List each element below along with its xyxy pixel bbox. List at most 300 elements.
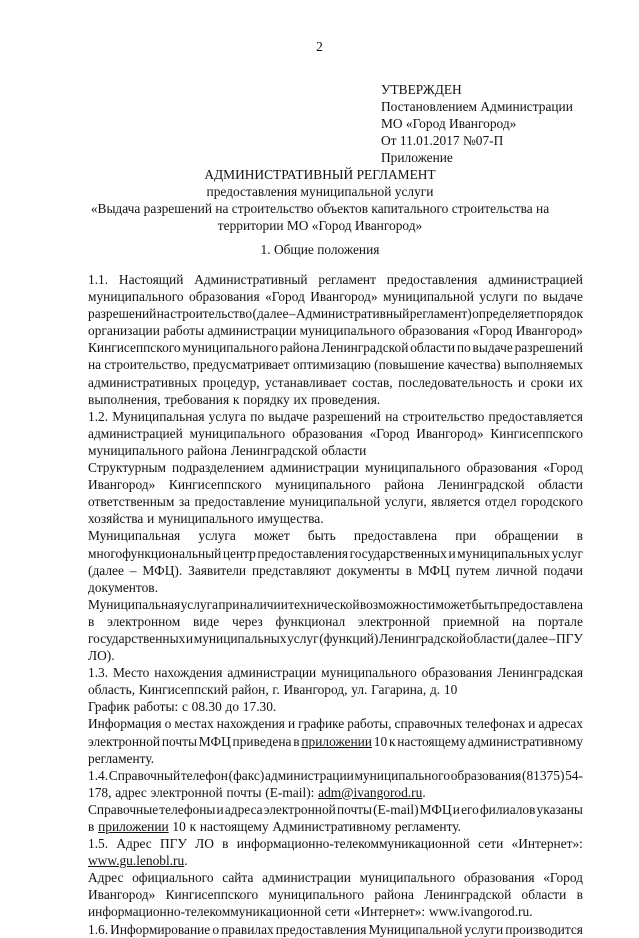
word: правилах xyxy=(221,921,274,937)
body-line xyxy=(88,322,583,339)
word: городского xyxy=(520,494,583,510)
body-line xyxy=(88,374,583,391)
word: регламент xyxy=(318,272,376,287)
approval-stamp-block xyxy=(381,81,631,166)
word: виде xyxy=(192,613,220,629)
word: администрации xyxy=(227,665,317,681)
body-line xyxy=(88,852,583,869)
word: с xyxy=(181,699,188,715)
word: его xyxy=(461,801,479,817)
word: порядку xyxy=(243,391,290,407)
word: электронной xyxy=(357,613,430,629)
word: «Интернет»: xyxy=(353,904,426,920)
word: требования xyxy=(164,391,230,407)
word: муниципального xyxy=(88,442,184,458)
word: регламенту. xyxy=(88,750,155,766)
word: официального xyxy=(132,870,214,886)
word: области xyxy=(466,630,512,646)
word: разрешений xyxy=(312,408,382,424)
word: почты xyxy=(161,733,197,749)
word: администрации xyxy=(264,767,354,783)
link-text[interactable]: приложении xyxy=(301,733,372,749)
body-line xyxy=(88,698,583,715)
word: МФЦ). xyxy=(142,562,183,578)
word: Муниципальная xyxy=(112,408,205,424)
word: области xyxy=(538,477,583,493)
word: административному xyxy=(467,733,583,749)
word: определяет xyxy=(472,306,536,322)
word: Ленинградской xyxy=(379,630,467,646)
word: Гагарина, xyxy=(371,682,427,698)
word: филиалов xyxy=(480,801,536,817)
word: строительство, xyxy=(104,357,190,373)
word: 1.5. xyxy=(88,836,109,852)
word: и xyxy=(147,511,155,527)
word: образования xyxy=(398,323,470,339)
word: образования xyxy=(421,665,493,681)
word: и xyxy=(528,716,536,732)
word: д. xyxy=(429,682,441,698)
word: к xyxy=(232,391,240,407)
word: ЛО xyxy=(195,836,214,852)
word: регламент) xyxy=(409,306,472,322)
word: ПГУ xyxy=(555,630,583,646)
body-line xyxy=(88,750,583,767)
approval-line: УТВЕРЖДЕН xyxy=(381,82,462,97)
word: информационно-телекоммуникационной xyxy=(88,904,322,920)
word: область, xyxy=(88,682,136,698)
word: в xyxy=(576,887,583,903)
word: является xyxy=(431,494,481,510)
word: муниципального xyxy=(354,767,451,783)
approval-line: Постановлением Администрации xyxy=(381,99,573,115)
word: администрации xyxy=(207,323,297,339)
word: быть xyxy=(307,528,336,544)
word: Муниципальная xyxy=(88,528,181,544)
word: подразделением xyxy=(172,460,265,476)
word: (факс) xyxy=(228,767,265,783)
word: организации xyxy=(88,323,160,339)
word: – xyxy=(129,562,137,578)
word: и xyxy=(452,801,460,817)
body-line xyxy=(88,596,583,613)
word: наличии xyxy=(239,596,288,612)
word: администрацией xyxy=(88,425,183,441)
word: путем xyxy=(455,562,490,578)
word: работы: xyxy=(133,699,179,715)
word: почты xyxy=(226,784,262,800)
body-line xyxy=(88,715,583,732)
word: телефон xyxy=(180,767,228,783)
word: муниципальной xyxy=(382,289,474,305)
word: выдаче xyxy=(542,289,583,305)
body-line xyxy=(88,339,583,356)
word: государственных xyxy=(349,545,447,561)
word: в xyxy=(88,819,95,834)
word: сайта xyxy=(222,870,254,886)
word: муниципального xyxy=(299,323,396,339)
word: Информирование xyxy=(110,921,211,937)
body-line xyxy=(88,835,583,852)
word: администрации xyxy=(270,460,359,476)
link-text[interactable]: www.gu.lenobl.ru. xyxy=(88,853,188,869)
word: муниципального xyxy=(364,460,461,476)
body-line xyxy=(88,921,583,938)
word: Муниципальная xyxy=(88,596,181,612)
word: за xyxy=(178,494,191,510)
word: – xyxy=(548,630,556,646)
word: 1.3. xyxy=(88,665,109,681)
word: выдаче xyxy=(472,340,513,356)
word: (E-mail) xyxy=(373,801,419,817)
word: в xyxy=(88,613,95,629)
word: их xyxy=(293,391,308,407)
word: разрешений xyxy=(514,340,583,356)
word: устанавливает xyxy=(265,374,347,390)
word: выполняемых xyxy=(503,357,583,373)
body-line xyxy=(88,527,583,544)
word: Настоящий xyxy=(118,272,184,287)
body-line xyxy=(88,545,583,562)
word: 10 xyxy=(443,682,458,698)
word: района xyxy=(279,340,320,356)
word: Кингисеппского xyxy=(165,887,259,903)
word: Ленинградская xyxy=(497,665,583,681)
word: по xyxy=(250,408,265,424)
word: услуги xyxy=(464,921,504,937)
word: обращении xyxy=(494,528,559,544)
word: технической xyxy=(288,596,360,612)
word: муниципального xyxy=(182,340,279,356)
word: г. xyxy=(272,682,280,698)
word: государственных xyxy=(88,630,186,646)
word: хозяйства xyxy=(88,511,144,527)
word: работы, xyxy=(347,716,392,732)
word: предоставлена xyxy=(353,528,438,544)
word: ул. xyxy=(351,682,368,698)
word: администрацией xyxy=(488,272,583,287)
approval-line: Приложение xyxy=(381,150,453,166)
word: нахождения xyxy=(154,665,223,681)
link-text[interactable]: adm@ivangorod.ru. xyxy=(318,784,426,800)
word: личной xyxy=(495,562,538,578)
word: (функций) xyxy=(319,630,379,646)
word: на xyxy=(385,408,399,424)
word: Ивангород» xyxy=(416,425,484,441)
word: области xyxy=(410,340,455,356)
word: адресах xyxy=(538,716,583,732)
word: муниципального xyxy=(189,425,286,441)
word: 17.30. xyxy=(242,699,277,715)
word: порядок xyxy=(536,306,583,322)
word: отдел xyxy=(484,494,517,510)
word: и xyxy=(185,630,194,646)
word: услуги xyxy=(479,289,518,305)
word: Кингисеппский xyxy=(138,682,228,698)
word: по xyxy=(456,340,471,356)
document-title xyxy=(40,166,600,234)
word: 1.2. xyxy=(88,408,109,424)
word: в xyxy=(222,836,229,852)
word: состав, xyxy=(352,374,393,390)
word: услуга xyxy=(198,528,236,544)
body-line xyxy=(88,356,583,373)
body-line xyxy=(88,613,583,630)
link-text[interactable]: приложении xyxy=(98,819,169,834)
word: «Город xyxy=(543,460,583,476)
word: до xyxy=(225,699,240,715)
word: о xyxy=(212,921,220,937)
word: Кингисеппского xyxy=(88,340,181,356)
word: справочных xyxy=(394,716,463,732)
word: портале xyxy=(537,613,583,629)
body-line xyxy=(88,767,583,784)
body-line xyxy=(88,733,583,750)
word: (81375) xyxy=(522,767,565,783)
page-number: 2 xyxy=(316,39,323,54)
word: предоставление xyxy=(194,494,285,510)
word: предусматривает xyxy=(192,357,290,373)
word: «Город xyxy=(369,425,410,441)
word: производится xyxy=(505,921,583,937)
word: (E-mail): xyxy=(265,784,315,800)
word: муниципального xyxy=(275,477,371,493)
word: почты xyxy=(336,801,373,817)
word: Адрес xyxy=(116,836,152,852)
word: 08.30 xyxy=(191,699,222,715)
word: 1.6. xyxy=(88,921,109,937)
word: Ленинградской xyxy=(230,442,318,458)
word: возможности xyxy=(359,596,436,612)
word: предоставления xyxy=(275,921,367,937)
word: МФЦ xyxy=(419,801,452,817)
word: муниципального xyxy=(158,511,254,527)
word: сети xyxy=(478,836,504,852)
word: 10 xyxy=(172,819,186,834)
body-line xyxy=(88,869,583,886)
body-line xyxy=(88,647,583,664)
word: выдаче xyxy=(268,408,309,424)
word: строительство xyxy=(402,408,485,424)
word: к xyxy=(388,733,396,749)
word: ПГУ xyxy=(160,836,187,852)
word: многофункциональный xyxy=(88,545,222,561)
word: района xyxy=(187,442,227,458)
word: услуг xyxy=(287,630,319,646)
word: муниципального xyxy=(359,870,456,886)
body-line xyxy=(88,493,583,510)
word: приемной xyxy=(442,613,500,629)
word: документов. xyxy=(88,579,158,595)
word: на xyxy=(156,306,170,322)
body-line xyxy=(88,562,583,579)
word: услуг xyxy=(551,545,583,561)
body-line xyxy=(88,630,583,647)
word: услуга xyxy=(208,408,247,424)
body-line xyxy=(88,510,583,527)
body-line xyxy=(88,425,583,442)
body-line xyxy=(88,442,583,459)
word: сроки xyxy=(530,374,564,390)
word: функционал xyxy=(275,613,346,629)
word: 178, xyxy=(88,784,112,800)
word: графике xyxy=(298,716,345,732)
word: телефонах xyxy=(465,716,526,732)
word: «Город xyxy=(265,289,305,305)
word: предоставлена xyxy=(499,596,583,612)
word: местах xyxy=(174,716,214,732)
body-line xyxy=(88,459,583,476)
word: сети xyxy=(324,904,350,920)
body-line xyxy=(88,886,583,903)
word: муниципального xyxy=(321,665,417,681)
word: электронном xyxy=(107,613,181,629)
word: области xyxy=(521,887,567,903)
word: Муниципальной xyxy=(368,921,463,937)
word: 54- xyxy=(565,767,583,783)
body-line xyxy=(88,579,583,596)
word: через xyxy=(231,613,263,629)
word: настоящему xyxy=(199,819,269,834)
word: Административный xyxy=(295,306,410,322)
word: – xyxy=(288,306,296,322)
word: центр xyxy=(222,545,256,561)
word: образования xyxy=(292,425,363,441)
word: «Город xyxy=(472,323,513,339)
word: образования xyxy=(189,289,260,305)
body-line xyxy=(88,681,583,698)
word: (далее xyxy=(88,562,124,578)
body-line xyxy=(88,801,583,818)
word: и xyxy=(518,374,526,390)
title-line: предоставления муниципальной услуги xyxy=(206,184,434,200)
word: ЛО). xyxy=(88,648,115,664)
word: в xyxy=(405,562,412,578)
word: предоставляется xyxy=(488,408,583,424)
word: услуги, xyxy=(384,494,427,510)
word: при xyxy=(218,596,240,612)
word: настоящему xyxy=(397,733,467,749)
word: и xyxy=(216,801,224,817)
word: района xyxy=(384,477,424,493)
word: Информация xyxy=(88,716,162,732)
word: их xyxy=(569,374,583,390)
word: при xyxy=(455,528,477,544)
word: может xyxy=(254,528,290,544)
word: приведена xyxy=(232,733,292,749)
word: последовательность xyxy=(398,374,513,390)
word: адреса xyxy=(224,801,263,817)
word: подачи xyxy=(543,562,583,578)
word: «Город xyxy=(543,870,583,886)
word: 1.1. xyxy=(88,272,109,287)
body-line xyxy=(88,818,583,835)
word: Административный xyxy=(194,272,308,287)
word: на xyxy=(88,357,102,373)
word: электронной xyxy=(150,784,223,800)
word: может xyxy=(435,596,472,612)
word: к xyxy=(189,819,197,834)
word: Ленинградской xyxy=(321,340,409,356)
title-line: АДМИНИСТРАТИВНЫЙ РЕГЛАМЕНТ xyxy=(204,167,436,182)
approval-line: От 11.01.2017 №07-П xyxy=(381,133,504,149)
body-line xyxy=(88,271,583,288)
word: муниципальных xyxy=(457,545,550,561)
word: Административному xyxy=(272,819,392,834)
word: телефоны xyxy=(159,801,216,817)
word: предоставления xyxy=(386,272,478,287)
word: разрешений xyxy=(88,306,157,322)
word: образования xyxy=(450,767,522,783)
title-line: «Выдача разрешений на строительство объектов капитального строительства на xyxy=(90,201,550,217)
word: информационно-телекоммуникационной xyxy=(236,836,470,852)
word: электронной xyxy=(263,801,336,817)
word: МФЦ xyxy=(198,733,231,749)
word: о xyxy=(164,716,172,732)
word: Заявители xyxy=(188,562,247,578)
word: муниципального xyxy=(268,887,365,903)
word: выполнения, xyxy=(88,391,161,407)
word: в xyxy=(576,528,583,544)
word: муниципальной xyxy=(289,494,381,510)
word: администрации xyxy=(262,870,351,886)
word: 10 xyxy=(373,733,388,749)
body-line xyxy=(88,288,583,305)
word: Ивангород» xyxy=(88,477,156,493)
word: МФЦ xyxy=(417,562,450,578)
word: нахождения xyxy=(216,716,285,732)
word: Ивангород, xyxy=(283,682,348,698)
word: График xyxy=(88,699,130,715)
word: строительство xyxy=(170,306,253,322)
word: процедур, xyxy=(202,374,260,390)
word: Адрес xyxy=(88,870,124,886)
word: работы xyxy=(163,323,205,339)
word: представляют xyxy=(251,562,331,578)
word: качества) xyxy=(447,357,501,373)
word: (далее xyxy=(512,630,548,646)
word: образования xyxy=(466,460,538,476)
body-line xyxy=(88,408,583,425)
word: на xyxy=(511,613,526,629)
word: Ленинградской xyxy=(437,477,525,493)
word: образования xyxy=(463,870,535,886)
word: регламенту. xyxy=(394,819,461,834)
body-line xyxy=(88,305,583,322)
title-line: территории МО «Город Ивангород» xyxy=(217,218,423,234)
word: оптимизацию xyxy=(292,357,371,373)
word: Ленинградской xyxy=(424,887,512,903)
word: www.ivangorod.ru. xyxy=(428,904,533,920)
word: района xyxy=(374,887,414,903)
body-line xyxy=(88,476,583,493)
approval-line: МО «Город Ивангород» xyxy=(381,116,517,132)
word: электронной xyxy=(88,733,161,749)
word: (далее xyxy=(252,306,289,322)
word: Ивангород» xyxy=(310,289,378,305)
body-line xyxy=(88,391,583,408)
word: 1.4. xyxy=(88,767,109,783)
word: быть xyxy=(471,596,500,612)
body-line xyxy=(88,664,583,681)
word: имущества. xyxy=(257,511,324,527)
word: Справочные xyxy=(88,801,159,817)
word: указаны xyxy=(536,801,583,817)
word: и xyxy=(287,716,296,732)
word: услуга xyxy=(180,596,219,612)
word: документы xyxy=(336,562,400,578)
word: по xyxy=(523,289,538,305)
